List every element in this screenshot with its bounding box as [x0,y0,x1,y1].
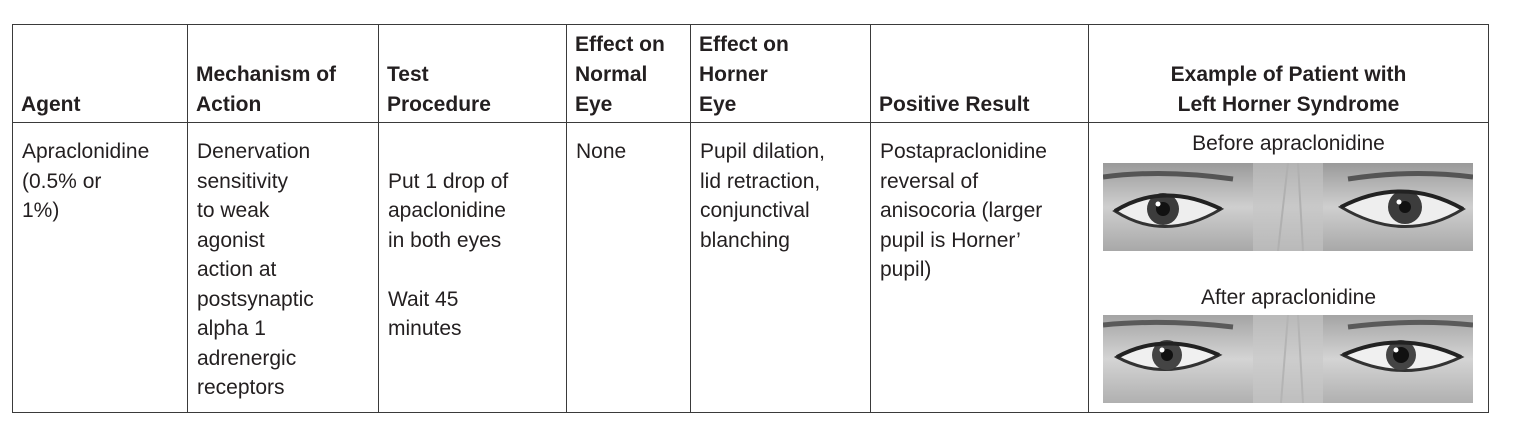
cell-positive-result [871,123,1089,413]
header-positive-result [871,25,1089,123]
header-effect-horner-eye-text: Effect on Horner Eye [699,33,789,116]
header-test-procedure [379,25,567,123]
after-caption: After apraclonidine [1200,286,1377,309]
cell-effect-normal-eye-text: None [576,140,627,163]
header-mechanism [188,25,379,123]
header-mechanism-text: Mechanism of Action [196,63,337,116]
header-agent-text: Agent [21,93,81,116]
before-photo [1103,163,1473,251]
header-example [1089,25,1489,123]
header-test-procedure-text: Test Procedure [387,63,491,116]
cell-mechanism [188,123,379,413]
after-photo [1103,315,1473,403]
cell-test-procedure [379,123,567,413]
cell-effect-horner-eye [691,123,871,413]
header-positive-result-text: Positive Result [879,93,1030,116]
header-effect-normal-eye-text: Effect on Normal Eye [575,33,665,116]
header-agent [13,25,188,123]
apraclonidine-test-table [12,24,1489,413]
cell-mechanism-text: Denervation sensitivity to weak agonist action at postsynaptic alpha 1 adrenergic receptors [197,140,314,399]
cell-effect-normal-eye [567,123,691,413]
header-example-text: Example of Patient with Left Horner Syndrome [1170,63,1407,116]
table-row [13,123,1489,413]
cell-test-procedure-content [379,123,566,344]
before-caption: Before apraclonidine [1192,132,1385,155]
cell-positive-result-text: Postapraclonidine reversal of anisocoria (larger pupil is Horner’ pupil) [880,140,1047,281]
cell-agent [13,123,188,413]
test-step-drop: Put 1 drop of apaclonidine in both eyes [388,169,509,252]
cell-effect-horner-eye-text: Pupil dilation, lid retraction, conjunctival blanching [700,140,825,252]
header-row [13,25,1489,123]
header-effect-normal-eye [567,25,691,123]
header-effect-horner-eye [691,25,871,123]
cell-example-photos [1089,123,1489,413]
cell-agent-text: Apraclonidine (0.5% or 1%) [22,140,150,222]
test-step-wait: Wait 45 minutes [388,287,462,340]
